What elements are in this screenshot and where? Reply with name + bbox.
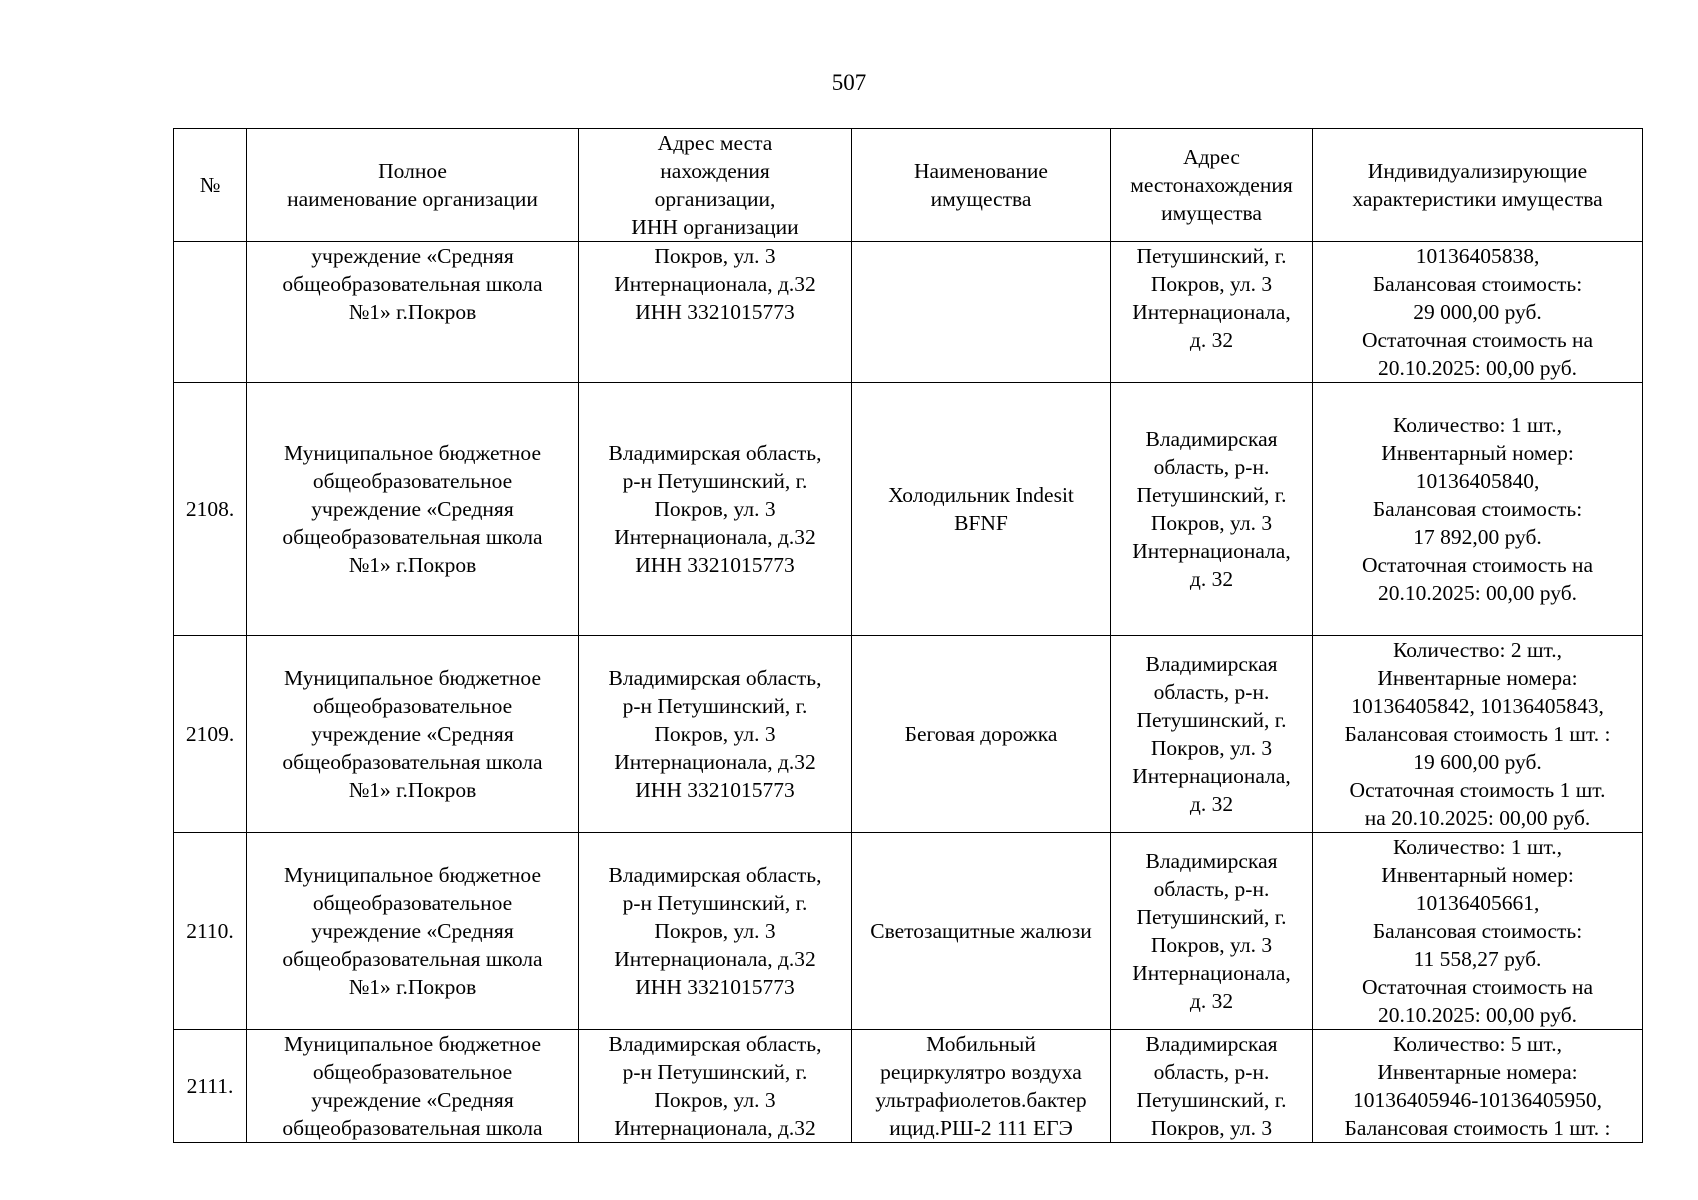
text-line: Индивидуализирующие [1367, 159, 1588, 183]
cell-property-name [852, 383, 1111, 636]
text-line: Интернационала, [1132, 764, 1291, 788]
text-line: 10136405838, [1415, 244, 1540, 268]
text-line: Владимирская область, [608, 1032, 822, 1056]
text-line: Покров, ул. 3 [654, 244, 776, 268]
text-line: учреждение «Средняя [311, 497, 514, 521]
text-line: Покров, ул. 3 [1150, 933, 1273, 957]
text-line: ицид.РШ-2 111 ЕГЭ [889, 1116, 1073, 1140]
text-line: Покров, ул. 3 [1150, 511, 1273, 535]
text-line: Количество: 5 шт., [1392, 1032, 1563, 1056]
header-number [174, 129, 247, 242]
cell-org-address [579, 833, 852, 1030]
text-line: нахождения [660, 159, 770, 183]
cell-property-address [1111, 636, 1313, 833]
text-line: Инвентарный номер: [1381, 863, 1574, 887]
text-line: общеобразовательное [312, 469, 513, 493]
text-line: Светозащитные жалюзи [870, 919, 1092, 943]
text-line: Муниципальное бюджетное [284, 666, 541, 690]
cell-property-name [852, 1030, 1111, 1143]
text-line: Владимирская [1145, 652, 1278, 676]
text-line: Остаточная стоимость 1 шт. [1349, 778, 1606, 802]
cell-property-address [1111, 242, 1313, 383]
text-line: 17 892,00 руб. [1413, 525, 1542, 549]
text-line: Остаточная стоимость на [1361, 975, 1594, 999]
cell-org-address [579, 636, 852, 833]
text-line: Балансовая стоимость 1 шт. : [1344, 722, 1611, 746]
cell-property-address [1111, 833, 1313, 1030]
text-line: 11 558,27 руб. [1413, 947, 1542, 971]
text-line: Полное [378, 159, 447, 183]
text-line: ИНН организации [631, 215, 799, 239]
text-line: д. 32 [1189, 792, 1234, 816]
text-line: общеобразовательное [312, 694, 513, 718]
text-line: Покров, ул. 3 [654, 722, 776, 746]
text-line: Инвентарные номера: [1377, 666, 1578, 690]
text-line: 10136405842, 10136405843, [1351, 694, 1604, 718]
cell-org-name [247, 1030, 579, 1143]
text-line: Владимирская [1145, 1032, 1278, 1056]
text-line: д. 32 [1189, 989, 1234, 1013]
text-line: № [199, 173, 221, 197]
text-line: Адрес [1183, 145, 1240, 169]
cell-org-name [247, 833, 579, 1030]
text-line: д. 32 [1189, 328, 1234, 352]
cell-org-name [247, 636, 579, 833]
text-line: Количество: 1 шт., [1392, 413, 1563, 437]
text-line: Владимирская [1145, 849, 1278, 873]
text-line: Владимирская [1145, 427, 1278, 451]
text-line: учреждение «Средняя [311, 722, 514, 746]
text-line: Интернационала, д.32 [614, 947, 816, 971]
cell-number: 2110. [174, 833, 247, 1030]
cell-org-name [247, 383, 579, 636]
table-row [174, 242, 1643, 383]
text-line: Балансовая стоимость 1 шт. : [1344, 1116, 1611, 1140]
text-line: Инвентарные номера: [1377, 1060, 1578, 1084]
text-line: Балансовая стоимость: [1372, 272, 1583, 296]
header-org-name [247, 129, 579, 242]
text-line: Остаточная стоимость на [1361, 328, 1594, 352]
text-line: Покров, ул. 3 [1150, 736, 1273, 760]
text-line: общеобразовательное [312, 891, 513, 915]
text-line: Муниципальное бюджетное [284, 441, 541, 465]
text-line: область, р-н. [1153, 1060, 1270, 1084]
cell-property-characteristics [1313, 833, 1643, 1030]
text-line: организации, [654, 187, 776, 211]
text-line: Петушинский, г. [1136, 1088, 1287, 1112]
text-line: ИНН 3321015773 [635, 975, 795, 999]
cell-org-address [579, 383, 852, 636]
text-line: Количество: 1 шт., [1392, 835, 1563, 859]
header-property-address [1111, 129, 1313, 242]
text-line: Петушинский, г. [1136, 483, 1287, 507]
cell-property-characteristics [1313, 1030, 1643, 1143]
text-line: Холодильник Indesit [888, 483, 1074, 507]
cell-property-name [852, 242, 1111, 383]
text-line: Количество: 2 шт., [1392, 638, 1563, 662]
text-line: Покров, ул. 3 [654, 1088, 776, 1112]
text-line: Петушинский, г. [1136, 708, 1287, 732]
table-row [174, 833, 1643, 1030]
text-line: имущества [1161, 201, 1262, 225]
text-line: р-н Петушинский, г. [622, 469, 808, 493]
text-line: Остаточная стоимость на [1361, 553, 1594, 577]
table-row [174, 636, 1643, 833]
text-line: характеристики имущества [1352, 187, 1603, 211]
text-line: Мобильный [926, 1032, 1036, 1056]
text-line: Балансовая стоимость: [1372, 497, 1583, 521]
text-line: местонахождения [1130, 173, 1293, 197]
text-line: д. 32 [1189, 567, 1234, 591]
cell-number: 2108. [174, 383, 247, 636]
text-line: область, р-н. [1153, 455, 1270, 479]
text-line: Интернационала, д.32 [614, 272, 816, 296]
text-line: Интернационала, [1132, 961, 1291, 985]
text-line: ИНН 3321015773 [635, 300, 795, 324]
cell-number: 2111. [174, 1030, 247, 1143]
cell-property-characteristics [1313, 383, 1643, 636]
text-line: ультрафиолетов.бактер [875, 1088, 1087, 1112]
text-line: Интернационала, д.32 [614, 750, 816, 774]
text-line: р-н Петушинский, г. [622, 694, 808, 718]
text-line: область, р-н. [1153, 877, 1270, 901]
text-line: общеобразовательная школа [282, 750, 543, 774]
text-line: общеобразовательное [312, 1060, 513, 1084]
text-line: Владимирская область, [608, 441, 822, 465]
text-line: BFNF [954, 511, 1008, 535]
text-line: Наименование [914, 159, 1048, 183]
cell-property-address [1111, 1030, 1313, 1143]
text-line: имущества [930, 187, 1032, 211]
text-line: учреждение «Средняя [311, 919, 514, 943]
text-line: Интернационала, д.32 [614, 525, 816, 549]
table-row [174, 383, 1643, 636]
text-line: Балансовая стоимость: [1372, 919, 1583, 943]
text-line: Владимирская область, [608, 666, 822, 690]
cell-property-characteristics [1313, 636, 1643, 833]
text-line: №1» г.Покров [348, 300, 477, 324]
cell-org-name [247, 242, 579, 383]
cell-org-address [579, 1030, 852, 1143]
text-line: Петушинский, г. [1136, 905, 1287, 929]
text-line: Муниципальное бюджетное [284, 863, 541, 887]
cell-property-name [852, 833, 1111, 1030]
text-line: Интернационала, [1132, 300, 1291, 324]
text-line: 19 600,00 руб. [1413, 750, 1542, 774]
text-line: Беговая дорожка [904, 722, 1058, 746]
cell-org-address [579, 242, 852, 383]
page-number: 507 [831, 70, 867, 95]
cell-number [174, 242, 247, 383]
text-line: Петушинский, г. [1136, 244, 1287, 268]
text-line: общеобразовательная школа [282, 1116, 543, 1140]
cell-property-characteristics [1313, 242, 1643, 383]
cell-number: 2109. [174, 636, 247, 833]
text-line: Муниципальное бюджетное [284, 1032, 541, 1056]
text-line: Интернационала, д.32 [614, 1116, 816, 1140]
text-line: 20.10.2025: 00,00 руб. [1377, 581, 1578, 605]
text-line: область, р-н. [1153, 680, 1270, 704]
text-line: Покров, ул. 3 [654, 919, 776, 943]
text-line: 20.10.2025: 00,00 руб. [1377, 1003, 1578, 1027]
text-line: наименование организации [287, 187, 538, 211]
text-line: учреждение «Средняя [311, 244, 514, 268]
text-line: №1» г.Покров [348, 975, 477, 999]
text-line: учреждение «Средняя [311, 1088, 514, 1112]
text-line: 10136405661, [1415, 891, 1540, 915]
text-line: Покров, ул. 3 [1150, 1116, 1273, 1140]
text-line: Покров, ул. 3 [654, 497, 776, 521]
text-line: 20.10.2025: 00,00 руб. [1377, 356, 1578, 380]
header-org-address [579, 129, 852, 242]
text-line: общеобразовательная школа [282, 947, 543, 971]
text-line: Адрес места [657, 131, 773, 155]
header-property-characteristics [1313, 129, 1643, 242]
cell-property-name [852, 636, 1111, 833]
text-line: Владимирская область, [608, 863, 822, 887]
cell-property-address [1111, 383, 1313, 636]
text-line: №1» г.Покров [348, 778, 477, 802]
text-line: общеобразовательная школа [282, 272, 543, 296]
text-line: на 20.10.2025: 00,00 руб. [1364, 806, 1591, 830]
text-line: №1» г.Покров [348, 553, 477, 577]
text-line: Инвентарный номер: [1381, 441, 1574, 465]
text-line: р-н Петушинский, г. [622, 891, 808, 915]
table-row [174, 1030, 1643, 1143]
header-property-name [852, 129, 1111, 242]
text-line: 10136405946-10136405950, [1352, 1088, 1603, 1112]
text-line: ИНН 3321015773 [635, 778, 795, 802]
property-table [173, 128, 1643, 1143]
text-line: Покров, ул. 3 [1150, 272, 1273, 296]
text-line: Интернационала, [1132, 539, 1291, 563]
text-line: 10136405840, [1415, 469, 1540, 493]
text-line: ИНН 3321015773 [635, 553, 795, 577]
text-line: р-н Петушинский, г. [622, 1060, 808, 1084]
text-line: рециркулятро воздуха [880, 1060, 1082, 1084]
text-line: 29 000,00 руб. [1413, 300, 1542, 324]
table-header-row [174, 129, 1643, 242]
text-line: общеобразовательная школа [282, 525, 543, 549]
